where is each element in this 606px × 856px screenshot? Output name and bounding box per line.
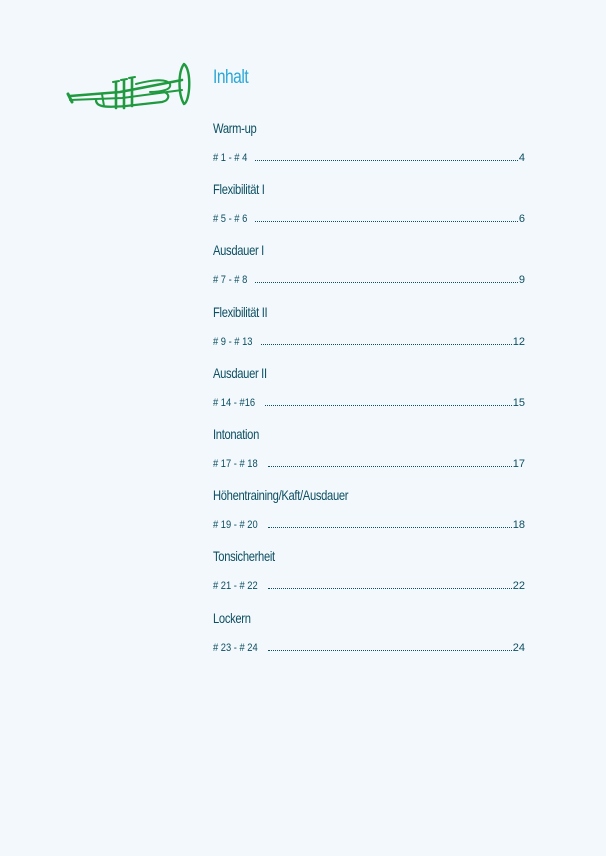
toc-entry[interactable]: [213, 332, 525, 348]
dot-leader: [268, 588, 512, 589]
toc-entry[interactable]: [213, 148, 525, 164]
trumpet-icon: [66, 58, 192, 114]
section-title: Ausdauer II: [213, 364, 267, 381]
page-number: 4: [518, 152, 525, 164]
toc-section: [213, 546, 525, 607]
table-of-contents: [213, 118, 525, 669]
toc-entry[interactable]: [213, 393, 525, 409]
exercise-range: # 14 - #16: [213, 396, 256, 409]
dot-leader: [268, 527, 512, 528]
toc-section: [213, 608, 525, 669]
page-number: 15: [512, 396, 525, 409]
toc-entry[interactable]: [213, 638, 525, 654]
section-title: Flexibilität I: [213, 181, 265, 198]
toc-entry[interactable]: [213, 209, 525, 225]
dot-leader: [255, 160, 518, 161]
section-title: Warm-up: [213, 120, 257, 136]
section-title: Ausdauer I: [213, 242, 264, 259]
section-title: Intonation: [213, 425, 259, 442]
dot-leader: [255, 221, 518, 222]
dot-leader: [268, 650, 512, 651]
exercise-range: # 17 - # 18: [213, 457, 258, 470]
page-title: Inhalt: [213, 67, 249, 88]
dot-leader: [261, 344, 511, 345]
toc-section: [213, 240, 525, 301]
exercise-range: # 7 - # 8: [213, 274, 248, 287]
page-number: 17: [512, 457, 525, 470]
dot-leader: [265, 405, 512, 406]
section-title: Lockern: [213, 609, 251, 626]
dot-leader: [255, 282, 518, 283]
exercise-range: # 5 - # 6: [213, 213, 248, 226]
exercise-range: # 1 - # 4: [213, 152, 248, 164]
toc-entry[interactable]: [213, 270, 525, 286]
toc-section: [213, 118, 525, 179]
section-title: Höhentraining/Kaft/Ausdauer: [213, 487, 349, 504]
page-number: 22: [512, 580, 525, 593]
page-number: 18: [512, 519, 525, 532]
toc-entry[interactable]: [213, 454, 525, 470]
exercise-range: # 19 - # 20: [213, 519, 258, 532]
page-number: 24: [512, 641, 525, 654]
exercise-range: # 21 - # 22: [213, 580, 258, 593]
exercise-range: # 23 - # 24: [213, 641, 258, 654]
section-title: Tonsicherheit: [213, 548, 275, 565]
toc-section: [213, 302, 525, 363]
page-number: 12: [512, 335, 525, 348]
exercise-range: # 9 - # 13: [213, 335, 253, 348]
toc-section: [213, 179, 525, 240]
dot-leader: [268, 466, 512, 467]
toc-section: [213, 485, 525, 546]
page-number: 6: [518, 213, 525, 226]
toc-section: [213, 363, 525, 424]
page-number: 9: [518, 274, 525, 287]
toc-section: [213, 424, 525, 485]
section-title: Flexibilität II: [213, 303, 268, 320]
toc-entry[interactable]: [213, 515, 525, 531]
toc-entry[interactable]: [213, 576, 525, 592]
